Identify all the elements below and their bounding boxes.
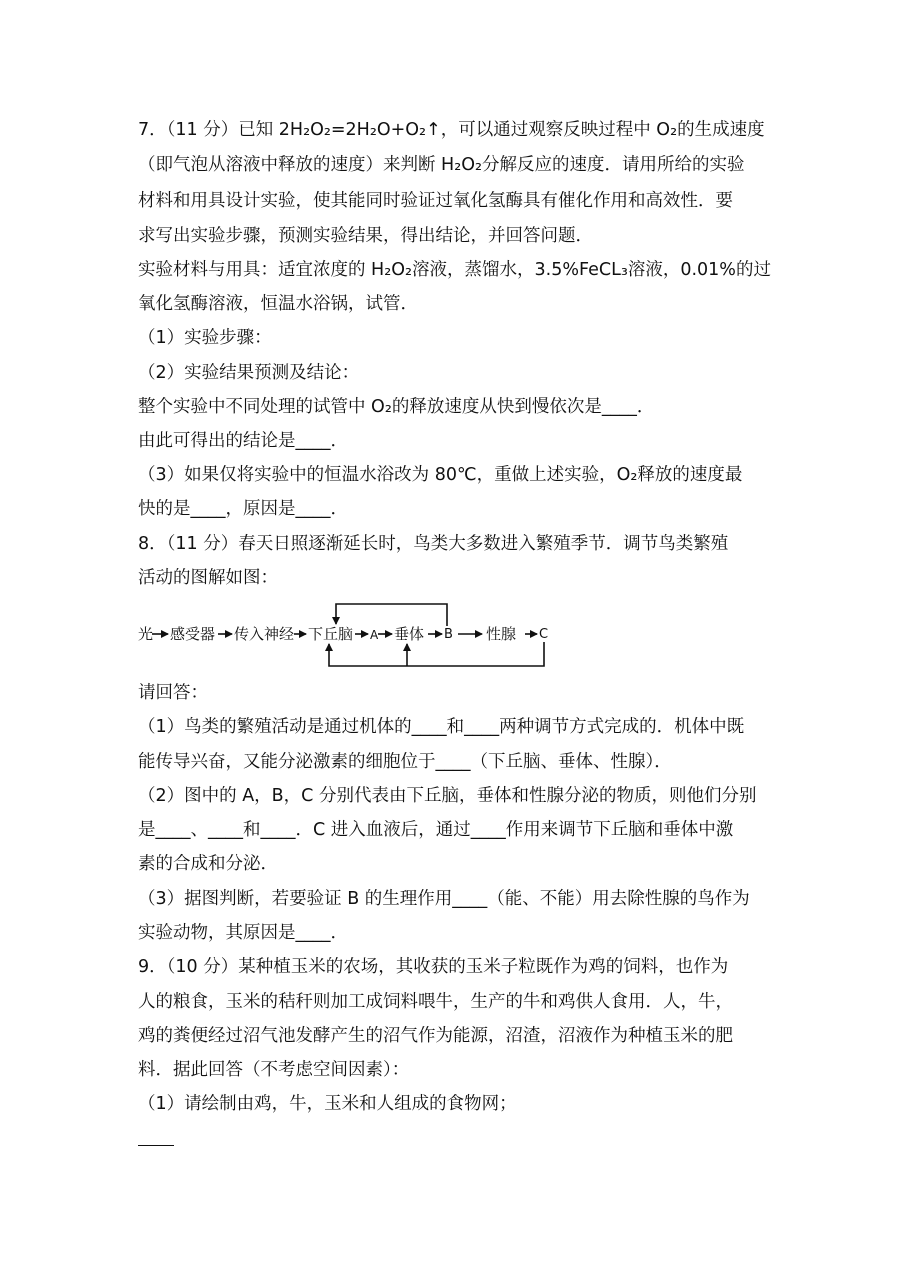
q7-line-4: 求写出实验步骤，预测实验结果，得出结论，并回答问题． <box>138 226 593 246</box>
label-light: 光 <box>138 625 154 643</box>
q9-line-2: 人的粮食，玉米的秸秆则加工成饲料喂牛，生产的牛和鸡供人食用．人，牛， <box>138 992 733 1012</box>
q8-line-6: （2）图中的 A，B，C 分别代表由下丘脑，垂体和性腺分泌的物质，则他们分别 <box>138 786 757 806</box>
q8-line-8: 素的合成和分泌． <box>138 854 278 874</box>
label-gonad: 性腺 <box>486 625 517 643</box>
regulation-diagram <box>136 598 556 672</box>
label-receptor: 感受器 <box>170 625 216 643</box>
q8-line-7: 是____、____和____．C 进入血液后，通过____作用来调节下丘脑和垂体中激 <box>138 820 734 840</box>
answer-blank-line <box>138 1145 174 1146</box>
label-afferent-nerve: 传入神经 <box>234 625 295 643</box>
q7-line-5: 实验材料与用具：适宜浓度的 H₂O₂溶液，蒸馏水，3.5%FeCL₃溶液，0.01%的过 <box>138 260 771 280</box>
q8-line-4: （1）鸟类的繁殖活动是通过机体的____和____两种调节方式完成的．机体中既 <box>138 717 745 737</box>
q9-line-4: 料．据此回答（不考虑空间因素）： <box>138 1060 410 1080</box>
q8-line-1: 8．（11 分）春天日照逐渐延长时，鸟类大多数进入繁殖季节．调节鸟类繁殖 <box>138 534 729 554</box>
q7-line-7: （1）实验步骤： <box>138 328 272 348</box>
q7-line-1: 7．（11 分）已知 2H₂O₂=2H₂O+O₂↑，可以通过观察反映过程中 O₂的生成速度 <box>138 120 765 140</box>
q7-line-3: 材料和用具设计实验，使其能同时验证过氧化氢酶具有催化作用和高效性．要 <box>138 191 733 211</box>
q7-line-9: 整个实验中不同处理的试管中 O₂的释放速度从快到慢依次是____． <box>138 397 655 417</box>
label-c: C <box>539 627 549 642</box>
q8-line-9: （3）据图判断，若要验证 B 的生理作用____（能、不能）用去除性腺的鸟作为 <box>138 889 750 909</box>
q7-line-11: （3）如果仅将实验中的恒温水浴改为 80℃，重做上述实验，O₂释放的速度最 <box>138 465 743 485</box>
q8-line-10: 实验动物，其原因是____． <box>138 923 348 943</box>
label-pituitary: 垂体 <box>394 625 425 643</box>
label-b: B <box>444 627 453 642</box>
q8-line-5: 能传导兴奋，又能分泌激素的细胞位于____（下丘脑、垂体、性腺）． <box>138 752 672 772</box>
q8-line-3: 请回答： <box>138 683 208 703</box>
q7-line-2: （即气泡从溶液中释放的速度）来判断 H₂O₂分解反应的速度．请用所给的实验 <box>138 155 745 175</box>
q9-line-1: 9．（10 分）某种植玉米的农场，其收获的玉米子粒既作为鸡的饲料，也作为 <box>138 957 729 977</box>
q7-line-6: 氧化氢酶溶液，恒温水浴锅，试管． <box>138 294 418 314</box>
q9-line-3: 鸡的粪便经过沼气池发酵产生的沼气作为能源，沼渣，沼液作为种植玉米的肥 <box>138 1026 733 1046</box>
q9-line-5: （1）请绘制由鸡，牛，玉米和人组成的食物网； <box>138 1094 517 1114</box>
q7-line-10: 由此可得出的结论是____． <box>138 431 348 451</box>
q7-line-12: 快的是____，原因是____． <box>138 499 348 519</box>
label-a: A <box>370 628 379 642</box>
q7-line-8: （2）实验结果预测及结论： <box>138 363 360 383</box>
q8-line-2: 活动的图解如图： <box>138 568 278 588</box>
label-hypothalamus: 下丘脑 <box>308 625 354 643</box>
